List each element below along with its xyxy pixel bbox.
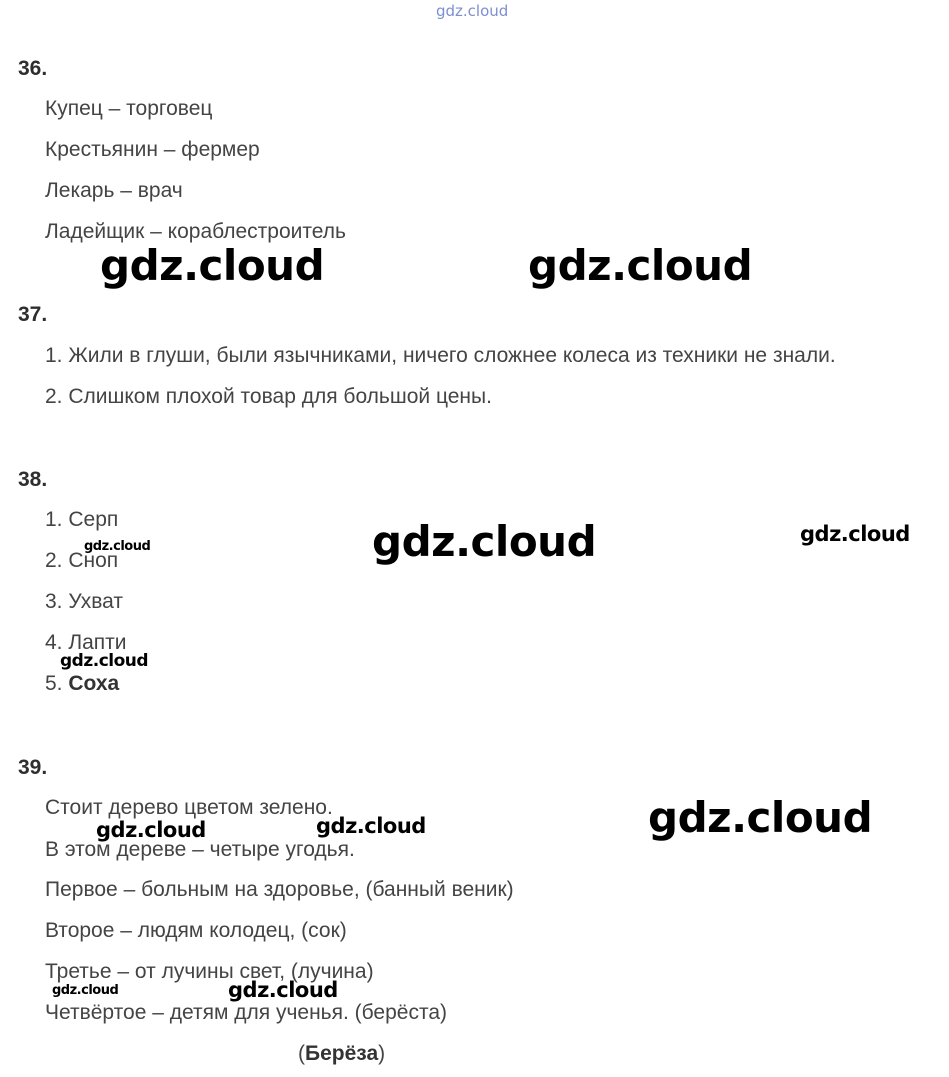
watermark: gdz.cloud [528, 241, 753, 290]
task-37-line: 2. Слишком плохой товар для большой цены. [45, 385, 492, 408]
task-37-line: 1. Жили в глуши, были язычниками, ничего сложнее колеса из техники не знали. [45, 344, 836, 367]
task-39-line: В этом дереве – четыре угодья. [45, 838, 355, 861]
watermark: gdz.cloud [96, 818, 206, 842]
answer-open-paren: ( [298, 1042, 305, 1065]
task-number-39: 39. [18, 756, 48, 779]
task-38-item: 2. Сноп [45, 549, 119, 572]
task-36-line: Купец – торговец [45, 97, 213, 120]
watermark: gdz.cloud [316, 814, 426, 838]
watermark: gdz.cloud [100, 241, 325, 290]
task-38-item-5 [45, 672, 119, 696]
watermark: gdz.cloud [648, 793, 873, 842]
task-number-37: 37. [18, 303, 48, 326]
task-38-item-5-bold: Соха [68, 672, 120, 695]
task-38-item: 4. Лапти [45, 631, 127, 654]
watermark-top: gdz.cloud [436, 2, 509, 20]
watermark: gdz.cloud [60, 651, 149, 671]
task-36-line: Лекарь – врач [45, 179, 183, 202]
answer-bold: Берёза [305, 1042, 379, 1065]
watermark: gdz.cloud [84, 539, 151, 554]
task-36-line: Ладейщик – кораблестроитель [45, 220, 346, 243]
task-39-line: Четвёртое – детям для ученья. (берёста) [45, 1001, 448, 1024]
watermark: gdz.cloud [372, 517, 597, 566]
task-39-line: Первое – больным на здоровье, (банный веник) [45, 878, 514, 901]
task-number-38: 38. [18, 468, 48, 491]
task-39-line: Третье – от лучины свет, (лучина) [45, 960, 374, 983]
task-38-item: 1. Серп [45, 508, 119, 531]
task-38-item: 3. Ухват [45, 590, 124, 613]
watermark: gdz.cloud [800, 522, 910, 546]
task-38-item-5-prefix: 5. [45, 672, 69, 695]
watermark: gdz.cloud [52, 983, 119, 998]
watermark: gdz.cloud [228, 978, 338, 1002]
answer-close-paren: ) [378, 1042, 386, 1065]
task-39-line: Стоит дерево цветом зелено. [45, 796, 333, 819]
task-39-line: Второе – людям колодец, (сок) [45, 919, 347, 942]
task-36-line: Крестьянин – фермер [45, 138, 260, 161]
task-39-answer [298, 1042, 385, 1066]
task-number-36: 36. [18, 57, 48, 80]
